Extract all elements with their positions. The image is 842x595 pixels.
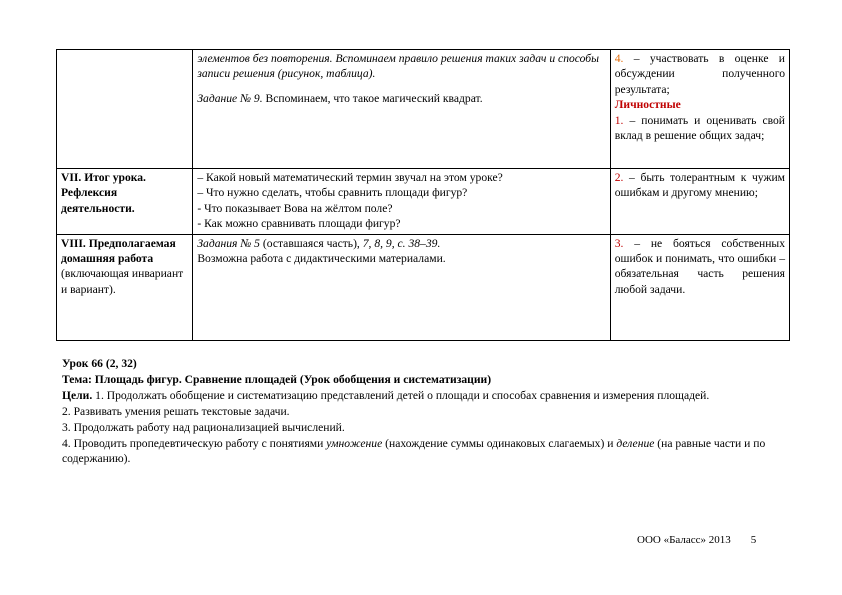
- table-cell-stage: [57, 50, 193, 169]
- table-row: [57, 169, 790, 235]
- table-cell-results: [610, 169, 789, 235]
- table-cell-questions: [193, 169, 610, 235]
- table-row: [57, 50, 790, 169]
- page-number: 5: [750, 534, 757, 546]
- result-item-3: [615, 236, 785, 298]
- lesson-goal-2: 2. Развивать умения решать текстовые задачи.: [62, 404, 290, 418]
- homework-note: Возможна работа с дидактическими материалами.: [197, 252, 446, 266]
- question-line: – Какой новый математический термин звучал на этом уроке?: [197, 171, 503, 184]
- rule-text: элементов без повторения. Вспоминаем правило решения таких задач и способы записи решения (рисунок, таблица).: [197, 52, 599, 81]
- task-9-text: [197, 91, 605, 106]
- item-number: 2.: [614, 171, 624, 184]
- stage-title: VIII. Предполагаемая домашняя работа: [61, 236, 176, 266]
- lesson-theme: Тема: Площадь фигур. Сравнение площадей (Урок обобщения и систематизации): [62, 372, 492, 386]
- homework-task-label: Задания № 5: [197, 236, 260, 250]
- stage-note: (включающая инвариант и вариант).: [61, 267, 184, 296]
- homework-task-note: (оставшаяся часть),: [259, 236, 363, 250]
- question-line: – Что нужно сделать, чтобы сравнить площади фигур?: [197, 186, 468, 200]
- term-division: деление: [616, 436, 655, 450]
- table-cell-content: [193, 50, 610, 169]
- goal-text: 1. Продолжать обобщение и систематизацию представлений детей о площади и способах сравнения и измерения площадей.: [92, 388, 710, 402]
- question-line: - Как можно сравнивать площади фигур?: [197, 217, 401, 231]
- result-item-4: [615, 51, 785, 97]
- goal-text: (на равные части и по содержанию).: [62, 436, 766, 466]
- table-cell-homework: [193, 234, 610, 340]
- task-description: Вспоминаем, что такое магический квадрат.: [262, 91, 483, 105]
- table-row: [57, 234, 790, 340]
- goal-text: 4. Проводить пропедевтическую работу с понятиями: [62, 436, 327, 450]
- table-cell-results: [610, 50, 789, 169]
- item-number: 4.: [614, 52, 624, 65]
- goals-label: Цели.: [62, 388, 93, 402]
- result-item-1: [615, 113, 785, 144]
- publisher: ООО «Баласс» 2013: [637, 534, 731, 546]
- personal-heading: Личностные: [614, 98, 681, 112]
- item-text: – быть толерантным к чужим ошибкам и другому мнению;: [614, 171, 785, 200]
- homework-task-numbers: 7, 8, 9, с. 38–39.: [362, 236, 441, 250]
- table-cell-results: [610, 234, 789, 340]
- question-line: - Что показывает Вова на жёлтом поле?: [197, 201, 393, 215]
- item-text: – понимать и оценивать свой вклад в решение общих задач;: [614, 113, 785, 143]
- table-cell-stage: [57, 234, 193, 340]
- item-text: – не бояться собственных ошибок и понимать, что ошибки – обязательная часть решения любой задачи.: [614, 236, 785, 296]
- term-multiplication: умножение: [326, 436, 383, 450]
- item-number: 3.: [614, 236, 624, 250]
- lesson-description: [62, 356, 786, 467]
- page-footer: [637, 534, 756, 546]
- lesson-title: Урок 66 (2, 32): [62, 357, 137, 370]
- item-text: – участвовать в оценке и обсуждении полученного результата;: [614, 52, 785, 96]
- lesson-plan-table: [56, 49, 790, 341]
- item-number: 1.: [614, 113, 624, 127]
- goal-text: (нахождение суммы одинаковых слагаемых) и: [382, 436, 617, 450]
- lesson-goal-4: [62, 436, 786, 468]
- result-item-2: [615, 170, 785, 201]
- stage-title: VII. Итог урока. Рефлексия деятельности.: [57, 169, 193, 235]
- task-label: Задание № 9.: [197, 91, 263, 105]
- lesson-goal-3: 3. Продолжать работу над рационализацией вычислений.: [62, 420, 345, 434]
- homework-tasks: [197, 236, 605, 251]
- lesson-goal-1: [62, 388, 786, 404]
